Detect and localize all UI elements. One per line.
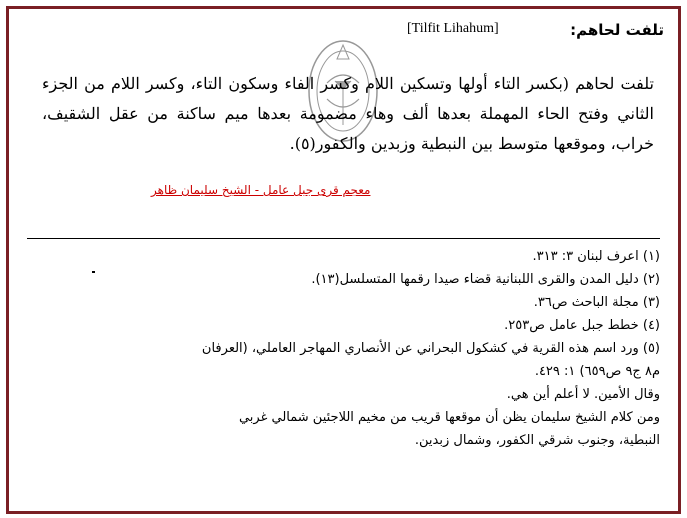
- entry-paragraph: تلفت لحاهم (بكسر التاء أولها وتسكين اللام وكسر الفاء وسكون التاء، وكسر اللام من الجزء الثاني وفتح الحاء المهملة بعدها ألف وهاء مضمومة بعدها ميم ساكنة من عقل الشقيف، خراب، وموقعها متوسط بين النبطية وزبدين والكفور(٥).: [42, 74, 654, 153]
- footnote-item: (٣) مجلة الباحث ص٣٦.: [533, 295, 660, 310]
- entry-latin-title: [Tilfit Lihahum]: [407, 21, 499, 36]
- footnote-continuation: وقال الأمين. لا أعلم أين هي.: [506, 387, 660, 402]
- footnote-item: (٤) خطط جبل عامل ص٢٥٣.: [504, 318, 660, 333]
- footnote-continuation: النبطية، وجنوب شرقي الكفور، وشمال زبدين.: [414, 433, 660, 448]
- footnote-continuation: ومن كلام الشيخ سليمان يظن أن موقعها قريب من مخيم اللاجئين شمالي غربي: [238, 410, 660, 425]
- document-page: [9, 9, 678, 511]
- footnote-divider: [27, 238, 660, 239]
- footnotes-list: [30, 245, 660, 452]
- footnote-item: (٢) دليل المدن والقرى اللبنانية قضاء صيدا رقمها المتسلسل(١٣).: [311, 272, 660, 287]
- footnote-item: (٥) ورد اسم هذه القرية في كشكول البحراني عن الأنصاري المهاجر العاملي، (العرفان: [201, 341, 660, 356]
- source-watermark-link[interactable]: معجم قرى جبل عامل - الشيخ سليمان ظاهر: [151, 183, 371, 197]
- entry-title: تلفت لحاهم:: [570, 21, 664, 39]
- footnote-item: (١) اعرف لبنان ٣: ٣١٣.: [532, 249, 660, 264]
- footnote-continuation: م٨ ج٩ ص٦٥٩) ١: ٤٢٩.: [534, 364, 660, 379]
- page-frame: [6, 6, 681, 514]
